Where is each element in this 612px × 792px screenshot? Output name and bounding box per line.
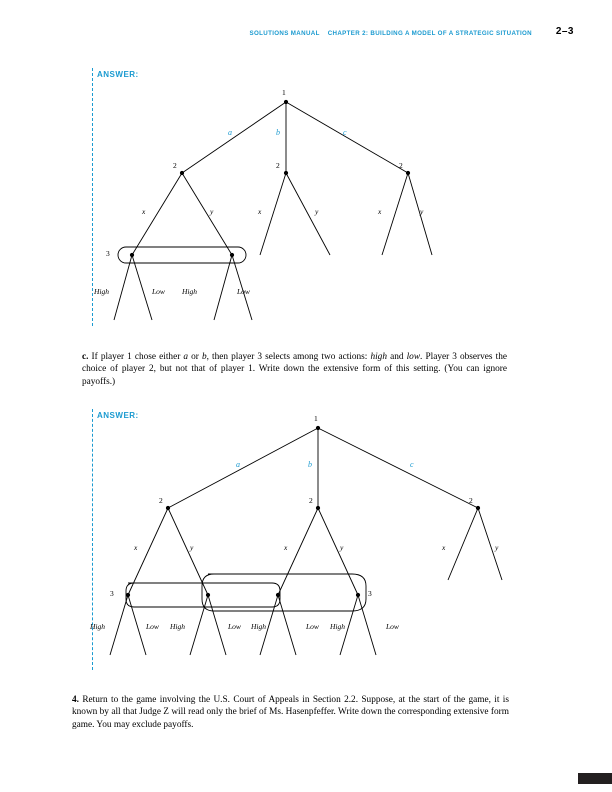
leaf-label-high-b1: High xyxy=(90,622,105,631)
action-label-y-2: y xyxy=(315,207,319,216)
leaf-label-high-2: High xyxy=(182,287,197,296)
branch-label-b-2: b xyxy=(308,460,312,469)
question-c xyxy=(82,351,507,388)
branch-label-c: c xyxy=(343,128,347,137)
header-chapter: CHAPTER 2: BUILDING A MODEL OF A STRATEGIC SITUATION xyxy=(327,30,532,37)
leaf-label-high-1: High xyxy=(94,287,109,296)
node-label-2-right-2: 2 xyxy=(469,496,473,505)
node-label-2-right: 2 xyxy=(399,161,403,170)
action-label-x-b1: x xyxy=(134,543,138,552)
question-4-text: Return to the game involving the U.S. Court of Appeals in Section 2.2. Suppose, at the start of the game, it is known by all that Judge Z will read only the brief of Ms. Hasenpfeffer. Write down the corresponding extensive form game. You may exclude payoffs. xyxy=(72,695,509,730)
branch-label-b: b xyxy=(276,128,280,137)
node-label-2-left: 2 xyxy=(173,161,177,170)
action-label-x-3: x xyxy=(378,207,382,216)
answer-label-1: ANSWER: xyxy=(97,70,139,79)
question-c-text: If player 1 chose either a or b, then player 3 selects among two actions: high and low. Player 3 observes the choice of player 2, but not that of player 1. Write down the extensive form of this setting. (You can ignore payoffs.) xyxy=(82,352,507,387)
leaf-label-low-b3: Low xyxy=(306,622,319,631)
node-label-3-right: 3 xyxy=(368,589,372,598)
node-label-root: 1 xyxy=(282,88,286,97)
leaf-label-low-b1: Low xyxy=(146,622,159,631)
question-c-id: c. xyxy=(82,352,89,362)
branch-label-c-2: c xyxy=(410,460,414,469)
header-running-title xyxy=(249,30,532,37)
leaf-label-low-b2: Low xyxy=(228,622,241,631)
branch-label-a-2: a xyxy=(236,460,240,469)
action-label-y-3: y xyxy=(420,207,424,216)
page-corner-mark xyxy=(578,773,612,784)
branch-label-a: a xyxy=(228,128,232,137)
action-label-x-2: x xyxy=(258,207,262,216)
action-label-y-1: y xyxy=(210,207,214,216)
action-label-y-b3: y xyxy=(495,543,499,552)
node-label-2-left-2: 2 xyxy=(159,496,163,505)
leaf-label-low-2: Low xyxy=(237,287,250,296)
node-label-2-mid-2: 2 xyxy=(309,496,313,505)
node-label-2-mid: 2 xyxy=(276,161,280,170)
leaf-label-high-b2: High xyxy=(170,622,185,631)
leaf-label-low-b4: Low xyxy=(386,622,399,631)
node-label-3: 3 xyxy=(106,249,110,258)
node-label-root-2: 1 xyxy=(314,414,318,423)
game-tree-bottom-svg xyxy=(90,420,520,675)
action-label-x-b2: x xyxy=(284,543,288,552)
page-header xyxy=(0,26,612,46)
leaf-label-high-b4: High xyxy=(330,622,345,631)
leaf-label-high-b3: High xyxy=(251,622,266,631)
game-tree-top xyxy=(90,80,520,330)
node-label-3-left: 3 xyxy=(110,589,114,598)
header-solutions-manual: SOLUTIONS MANUAL xyxy=(249,30,320,37)
question-4-id: 4. xyxy=(72,695,79,705)
leaf-label-low-1: Low xyxy=(152,287,165,296)
answer-label-2: ANSWER: xyxy=(97,411,139,420)
action-label-x-b3: x xyxy=(442,543,446,552)
action-label-x-1: x xyxy=(142,207,146,216)
action-label-y-b1: y xyxy=(190,543,194,552)
question-4 xyxy=(72,694,509,731)
page-number: 2–3 xyxy=(555,26,574,37)
action-label-y-b2: y xyxy=(340,543,344,552)
